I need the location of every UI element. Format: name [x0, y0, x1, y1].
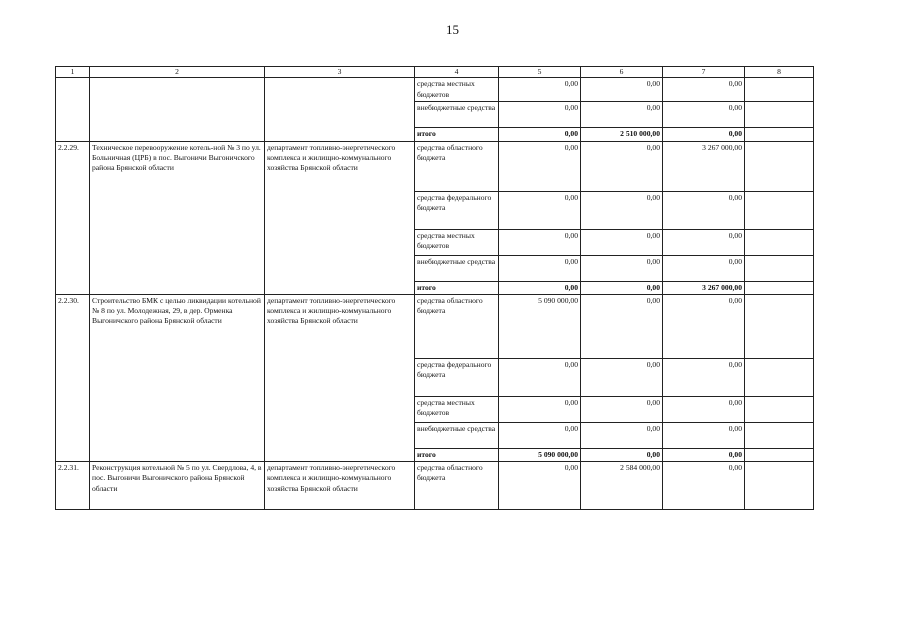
value-cell: 0,00	[581, 281, 663, 294]
value-cell: 0,00	[663, 294, 745, 358]
value-cell	[745, 448, 814, 461]
value-cell: 0,00	[663, 422, 745, 448]
value-cell: 3 267 000,00	[663, 141, 745, 191]
value-cell: 0,00	[581, 448, 663, 461]
value-cell	[745, 462, 814, 510]
value-cell	[745, 102, 814, 128]
value-cell: 0,00	[499, 229, 581, 255]
funding-source-label: средства федерального бюджета	[415, 191, 499, 229]
number-cell: 2.2.29.	[56, 141, 90, 294]
value-cell: 0,00	[499, 396, 581, 422]
value-cell: 0,00	[499, 281, 581, 294]
value-cell: 0,00	[499, 358, 581, 396]
table-row	[56, 462, 814, 510]
budget-table	[55, 66, 814, 510]
value-cell: 0,00	[499, 255, 581, 281]
table-row	[56, 294, 814, 358]
value-cell: 0,00	[499, 78, 581, 102]
value-cell: 0,00	[663, 358, 745, 396]
value-cell	[745, 229, 814, 255]
value-cell: 0,00	[581, 294, 663, 358]
name-cell: Техническое перевооружение котель-ной № 3 по ул. Больничная (ЦРБ) в пос. Выгоничи Выгоничского района Брянской области	[90, 141, 265, 294]
funding-source-label: средства местных бюджетов	[415, 78, 499, 102]
value-cell: 0,00	[499, 462, 581, 510]
name-cell: Строительство БМК с целью ликвидации котельной № 8 по ул. Молодежная, 29, в дер. Орменка Выгоничского района Брянской области	[90, 294, 265, 461]
column-header: 2	[90, 67, 265, 78]
value-cell	[745, 422, 814, 448]
value-cell: 0,00	[581, 102, 663, 128]
value-cell	[745, 281, 814, 294]
funding-source-label: средства местных бюджетов	[415, 396, 499, 422]
column-header: 7	[663, 67, 745, 78]
column-header: 4	[415, 67, 499, 78]
value-cell: 0,00	[663, 191, 745, 229]
value-cell: 0,00	[663, 102, 745, 128]
value-cell: 0,00	[499, 191, 581, 229]
value-cell: 0,00	[581, 358, 663, 396]
value-cell: 0,00	[581, 229, 663, 255]
value-cell	[745, 396, 814, 422]
name-cell: Реконструкция котельной № 5 по ул. Свердлова, 4, в пос. Выгоничи Выгоничского района Брянской области	[90, 462, 265, 510]
column-header: 5	[499, 67, 581, 78]
value-cell	[745, 128, 814, 141]
table-row	[56, 141, 814, 191]
value-cell	[745, 358, 814, 396]
number-cell	[56, 78, 90, 141]
value-cell: 0,00	[663, 448, 745, 461]
funding-source-label: средства областного бюджета	[415, 462, 499, 510]
value-cell: 5 090 000,00	[499, 448, 581, 461]
funding-source-label: средства федерального бюджета	[415, 358, 499, 396]
funding-source-label: средства местных бюджетов	[415, 229, 499, 255]
value-cell: 0,00	[499, 141, 581, 191]
name-cell	[90, 78, 265, 141]
value-cell: 0,00	[581, 255, 663, 281]
funding-source-label: итого	[415, 281, 499, 294]
value-cell: 0,00	[663, 462, 745, 510]
value-cell	[745, 294, 814, 358]
value-cell: 0,00	[499, 128, 581, 141]
value-cell: 0,00	[663, 396, 745, 422]
executor-cell: департамент топливно-энергетического комплекса и жилищно-коммунального хозяйства Брянской области	[265, 462, 415, 510]
value-cell: 0,00	[663, 78, 745, 102]
value-cell: 2 584 000,00	[581, 462, 663, 510]
column-header: 8	[745, 67, 814, 78]
executor-cell	[265, 78, 415, 141]
column-header: 1	[56, 67, 90, 78]
value-cell: 0,00	[581, 191, 663, 229]
funding-source-label: внебюджетные средства	[415, 255, 499, 281]
funding-source-label: внебюджетные средства	[415, 422, 499, 448]
value-cell: 3 267 000,00	[663, 281, 745, 294]
funding-source-label: средства областного бюджета	[415, 294, 499, 358]
column-header-row	[56, 67, 814, 78]
value-cell: 0,00	[663, 255, 745, 281]
value-cell	[745, 78, 814, 102]
funding-source-label: внебюджетные средства	[415, 102, 499, 128]
number-cell: 2.2.31.	[56, 462, 90, 510]
page-number: 15	[446, 22, 459, 37]
funding-source-label: средства областного бюджета	[415, 141, 499, 191]
column-header: 3	[265, 67, 415, 78]
value-cell: 0,00	[499, 422, 581, 448]
value-cell: 0,00	[499, 102, 581, 128]
value-cell: 5 090 000,00	[499, 294, 581, 358]
value-cell	[745, 141, 814, 191]
value-cell: 0,00	[663, 229, 745, 255]
funding-source-label: итого	[415, 448, 499, 461]
value-cell	[745, 191, 814, 229]
number-cell: 2.2.30.	[56, 294, 90, 461]
table-row	[56, 78, 814, 102]
value-cell	[745, 255, 814, 281]
funding-source-label: итого	[415, 128, 499, 141]
executor-cell: департамент топливно-энергетического комплекса и жилищно-коммунального хозяйства Брянской области	[265, 141, 415, 294]
value-cell: 2 510 000,00	[581, 128, 663, 141]
value-cell: 0,00	[581, 396, 663, 422]
column-header: 6	[581, 67, 663, 78]
value-cell: 0,00	[581, 141, 663, 191]
value-cell: 0,00	[581, 78, 663, 102]
value-cell: 0,00	[581, 422, 663, 448]
executor-cell: департамент топливно-энергетического комплекса и жилищно-коммунального хозяйства Брянской области	[265, 294, 415, 461]
value-cell: 0,00	[663, 128, 745, 141]
